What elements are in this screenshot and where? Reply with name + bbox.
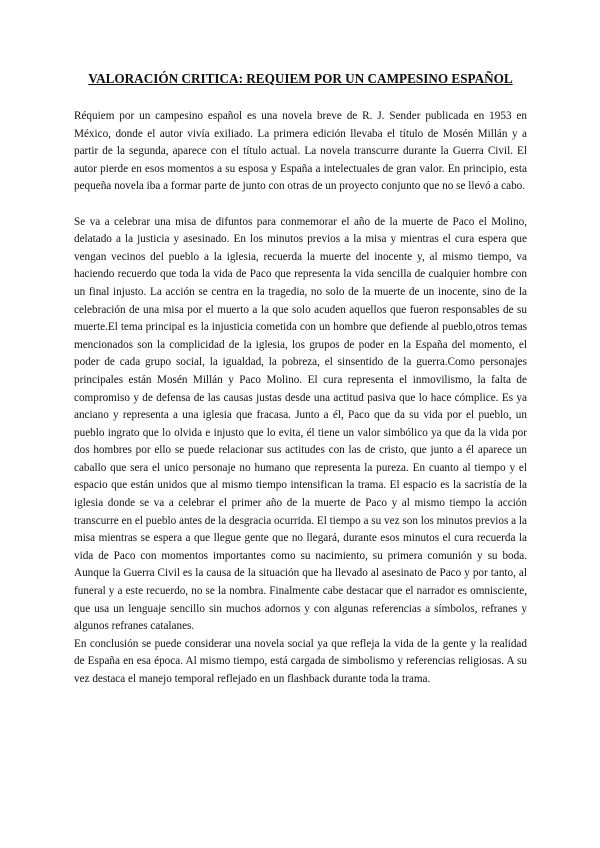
document-title: VALORACIÓN CRITICA: REQUIEM POR UN CAMPESINO ESPAÑOL [88,71,513,86]
paragraph-conclusion: En conclusión se puede considerar una novela social ya que refleja la vida de la gente y la realidad de España en esa época. Al mismo tiempo, está cargada de simbolismo y referencias religiosas. A su vez destaca el manejo temporal reflejado en un flashback durante toda la trama. [74,637,527,685]
paragraph-introduction: Réquiem por un campesino español es una novela breve de R. J. Sender publicada en 1953 en México, donde el autor vivía exiliado. La primera edición llevaba el título de Mosén Millán y a partir de la segunda, aparece con el título actual. La novela transcurre durante la Guerra Civil. El autor pierde en esos momentos a su esposa y España a intelectuales de gran valor. En principio, esta pequeña novela iba a formar parte de junto con otras de un proyecto conjunto que no se llevó a cabo. [74,110,527,193]
document-page [74,70,527,689]
paragraph-analysis: Se va a celebrar una misa de difuntos para conmemorar el año de la muerte de Paco el Molino, delatado a la justicia y asesinado. En los minutos previos a la misa y mientras el cura espera que vengan vecinos del pueblo a la iglesia, recuerda la muerte del inocente y, al mismo tiempo, va haciendo recuerdo que toda la vida de Paco que representa la vida sencilla de cualquier hombre con un final injusto. La acción se centra en la tragedia, no solo de la muerte de un inocente, sino de la celebración de una misa por el muerto a la que solo acuden aquellos que fueron responsables de su muerte.El tema principal es la injusticia cometida con un hombre que defiende al pueblo,otros temas mencionados son la complicidad de la iglesia, los grupos de poder en la España del momento, el poder de cada grupo social, la igualdad, la pobreza, el sinsentido de la guerra.Como personajes principales están Mosén Millán y Paco Molino. El cura representa el inmovilismo, la falta de compromiso y de defensa de las causas justas desde una actitud pasiva que lo hace cómplice. Es ya anciano y representa a una iglesia que fracasa. Junto a él, Paco que da su vida por el pueblo, un pueblo ingrato que lo olvida e injusto que lo evita, él tiene un valor simbólico ya que da la vida por dos hombres por ello se puede relacionar sus actitudes con las de cristo, que junto a él aparece un caballo que sera el unico personaje no humano que representa la pureza. En cuanto al tiempo y el espacio que están unidos que al mismo tiempo intensifican la trama. El espacio es la sacristía de la iglesia donde se va a celebrar el primer año de la muerte de Paco y al mismo tiempo la acción transcurre en el pueblo antes de la desgracia ocurrida. El tiempo a su vez son los minutos previos a la misa mientras se espera a que llegue gente que no llegará, durante esos minutos el cura recuerda la vida de Paco con momentos importantes como su nacimiento, su primera comunión y su boda. Aunque la Guerra Civil es la causa de la situación que ha llevado al asesinato de Paco y por tanto, al funeral y a este recuerdo, no se la nombra. Finalmente cabe destacar que el narrador es omnisciente, que usa un lenguaje sencillo sin muchos adornos y con algunas referencias a símbolos, refranes y algunos refranes catalanes. [74,215,527,633]
